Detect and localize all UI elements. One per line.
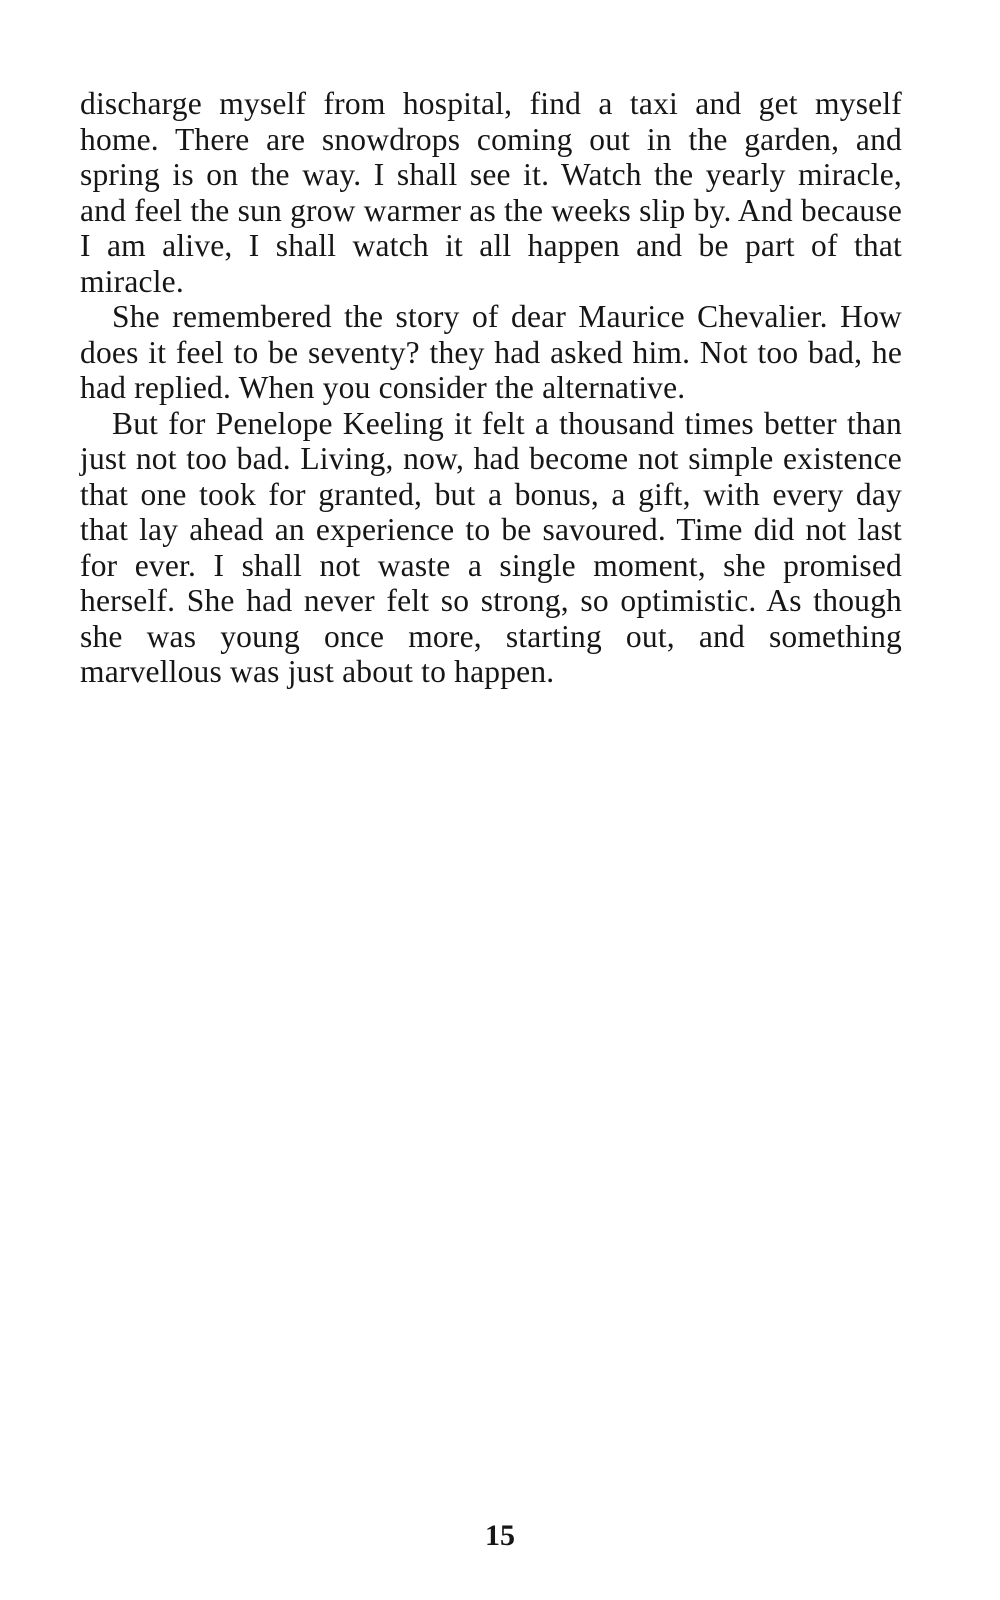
body-text [80,86,902,690]
page-number: 15 [485,1519,515,1552]
paragraph-continued: discharge myself from hospital, find a taxi and get myself home. There are snowdrops coming out in the garden, and spring is on the way. I shall see it. Watch the yearly miracle, and feel the sun grow warmer as the weeks slip by. And because I am alive, I shall watch it all happen and be part of that miracle. [80,86,902,299]
paragraph-penelope: But for Penelope Keeling it felt a thousand times better than just not too bad. Living, now, had become not simple existence that one took for granted, but a bonus, a gift, with every day that lay ahead an experience to be savoured. Time did not last for ever. I shall not waste a single moment, she promised herself. She had never felt so strong, so optimistic. As though she was young once more, starting out, and something marvellous was just about to happen. [80,405,902,689]
paragraph-chevalier: She remembered the story of dear Maurice Chevalier. How does it feel to be seventy? they had asked him. Not too bad, he had replied. When you consider the alternative. [80,299,902,405]
